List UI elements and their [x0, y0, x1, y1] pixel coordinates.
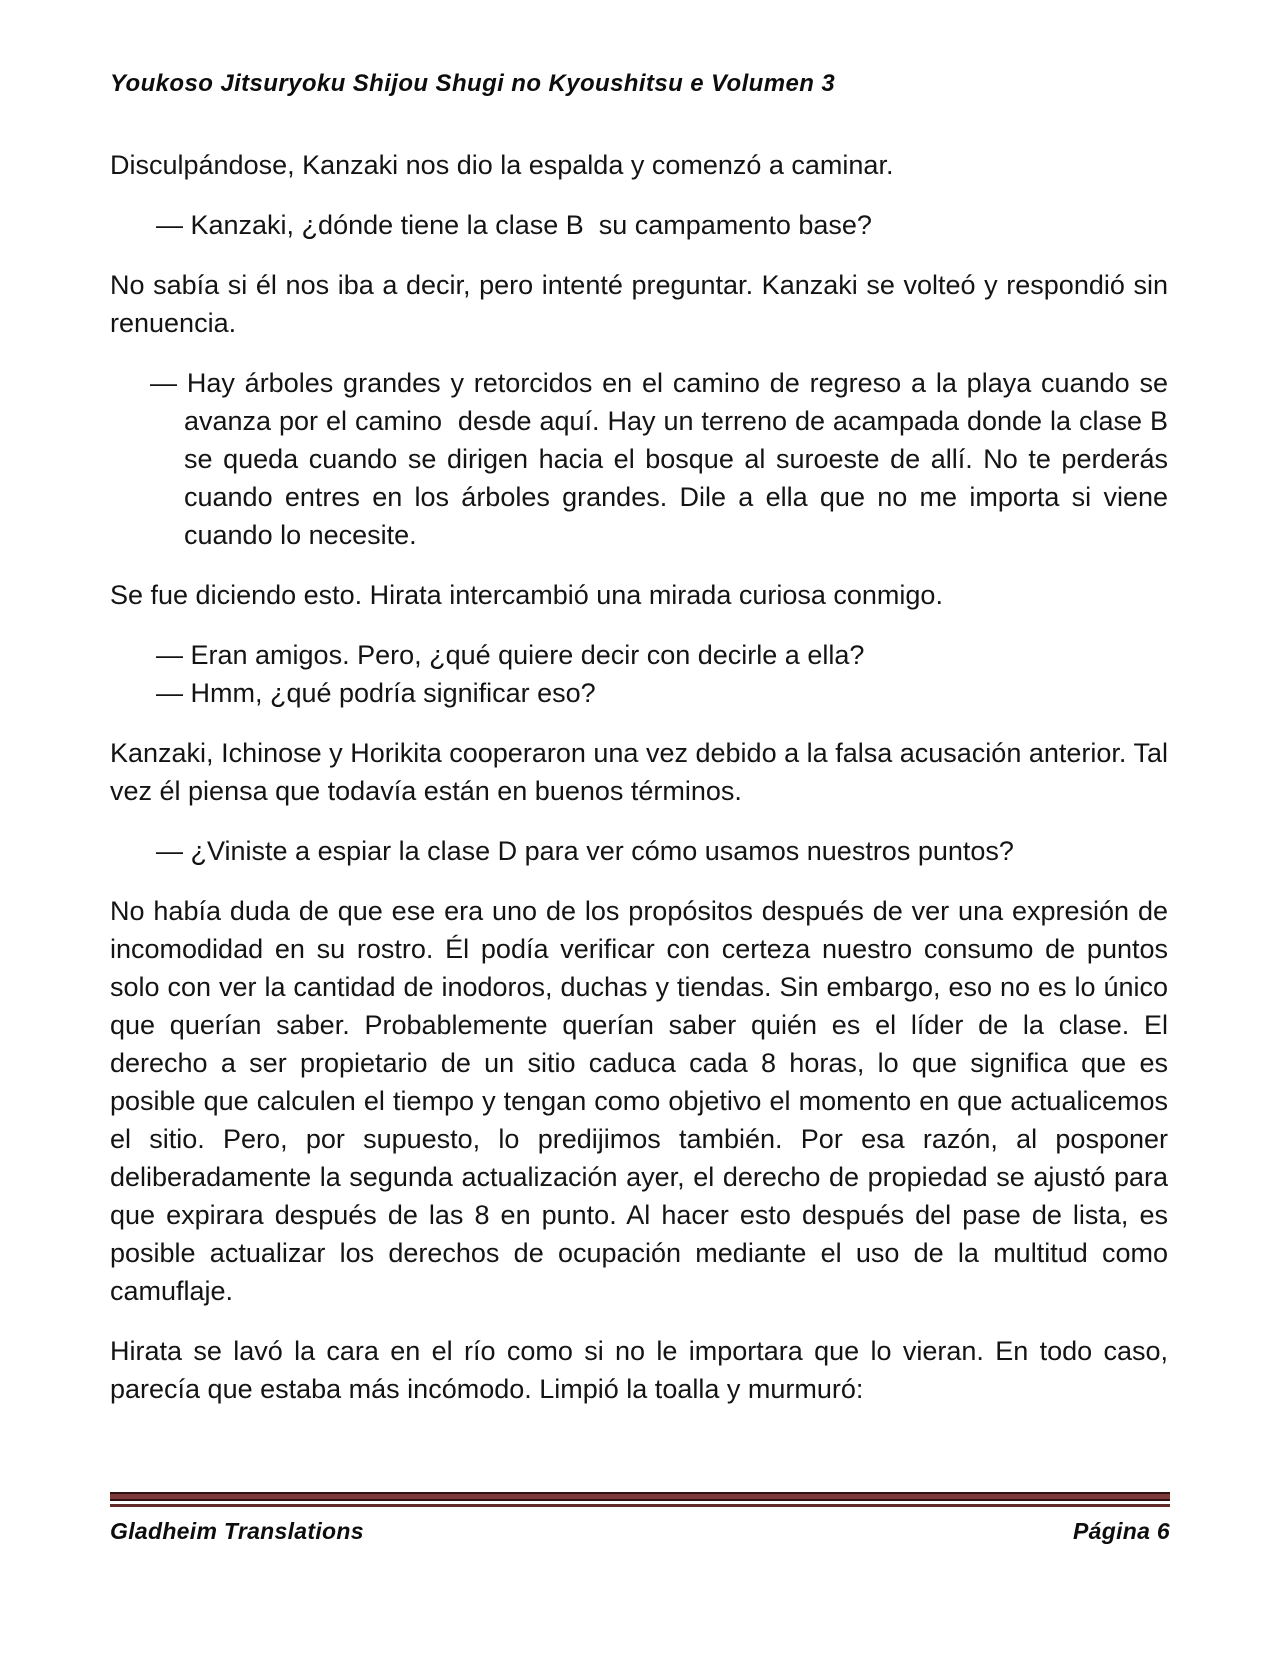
footer-translator-credit: Gladheim Translations — [110, 1518, 364, 1544]
dialogue-line: — Kanzaki, ¿dónde tiene la clase B su campamento base? — [156, 210, 872, 240]
dialogue-line: — Eran amigos. Pero, ¿qué quiere decir con decirle a ella? — [156, 640, 865, 670]
footer-rule-thin — [110, 1504, 1170, 1507]
dialogue-line: — ¿Viniste a espiar la clase D para ver cómo usamos nuestros puntos? — [156, 836, 1014, 866]
paragraph: Kanzaki, Ichinose y Horikita cooperaron una vez debido a la falsa acusación anterior. Tal vez él piensa que todavía están en buenos términos. — [110, 738, 1168, 806]
page-footer — [110, 1492, 1170, 1545]
paragraph: No había duda de que ese era uno de los propósitos después de ver una expresión de incomodidad en su rostro. Él podía verificar con certeza nuestro consumo de puntos solo con ver la cantidad de inodoros, duchas y tiendas. Sin embargo, eso no es lo único que querían saber. Probablemente querían saber quién es el líder de la clase. El derecho a ser propietario de un sitio caduca cada 8 horas, lo que significa que es posible que calculen el tiempo y tengan como objetivo el momento en que actualicemos el sitio. Pero, por supuesto, lo predijimos también. Por esa razón, al posponer deliberadamente la segunda actualización ayer, el derecho de propiedad se ajustó para que expirara después de las 8 en punto. Al hacer esto después del pase de lista, es posible actualizar los derechos de ocupación mediante el uso de la multitud como camuflaje. — [110, 896, 1168, 1306]
dialogue-block: — Hay árboles grandes y retorcidos en el camino de regreso a la playa cuando se avanza por el camino desde aquí. Hay un terreno de acampada donde la clase B se queda cuando se dirigen hacia el bosque al suroeste de allí. No te perderás cuando entres en los árboles grandes. Dile a ella que no me importa si viene cuando lo necesite. — [150, 368, 1176, 550]
paragraph: Hirata se lavó la cara en el río como si no le importara que lo vieran. En todo caso, parecía que estaba más incómodo. Limpió la toalla y murmuró: — [110, 1336, 1168, 1404]
dialogue-line: — Hmm, ¿qué podría significar eso? — [156, 678, 596, 708]
paragraph: No sabía si él nos iba a decir, pero intenté preguntar. Kanzaki se volteó y respondió sin renuencia. — [110, 270, 1168, 338]
document-body — [110, 146, 1176, 1430]
footer-rule-thick — [110, 1492, 1170, 1501]
paragraph: Se fue diciendo esto. Hirata intercambió una mirada curiosa conmigo. — [110, 580, 943, 610]
paragraph: Disculpándose, Kanzaki nos dio la espalda y comenzó a caminar. — [110, 150, 894, 180]
footer-page-number: Página 6 — [1073, 1518, 1170, 1544]
document-header-title: Youkoso Jitsuryoku Shijou Shugi no Kyoushitsu e Volumen 3 — [110, 70, 836, 97]
